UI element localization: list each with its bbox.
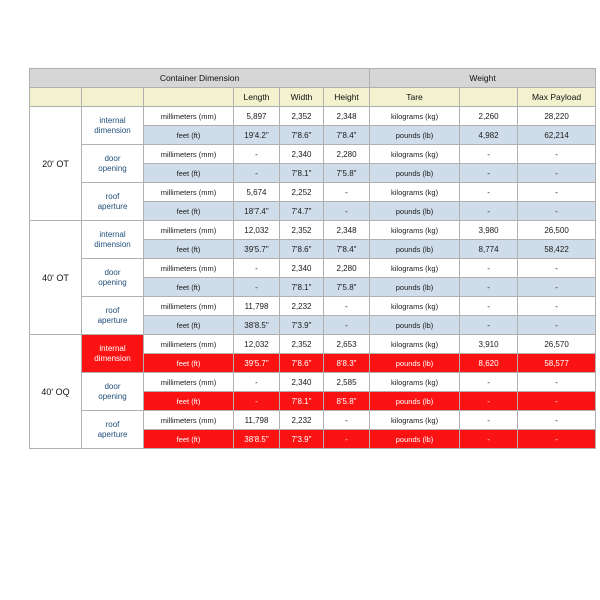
unit-weight: kilograms (kg) xyxy=(370,221,460,240)
value-length: 39'5.7" xyxy=(234,354,280,373)
unit-weight: pounds (lb) xyxy=(370,202,460,221)
unit-dimension: feet (ft) xyxy=(144,316,234,335)
value-length: - xyxy=(234,373,280,392)
table-head xyxy=(30,69,596,107)
value-length: - xyxy=(234,164,280,183)
value-height: - xyxy=(324,316,370,335)
value-tare: - xyxy=(460,373,518,392)
section-label: roof aperture xyxy=(82,411,144,449)
table-row xyxy=(30,259,596,278)
value-max-payload: - xyxy=(518,259,596,278)
value-tare: - xyxy=(460,183,518,202)
unit-dimension: millimeters (mm) xyxy=(144,297,234,316)
value-max-payload: - xyxy=(518,430,596,449)
unit-weight: pounds (lb) xyxy=(370,430,460,449)
container-spec-table xyxy=(29,68,596,449)
value-tare: - xyxy=(460,392,518,411)
value-length: - xyxy=(234,278,280,297)
value-length: 5,897 xyxy=(234,107,280,126)
value-tare: - xyxy=(460,316,518,335)
value-length: 5,674 xyxy=(234,183,280,202)
value-height: 7'8.4" xyxy=(324,240,370,259)
value-length: 18'7.4" xyxy=(234,202,280,221)
value-tare: - xyxy=(460,164,518,183)
value-height: - xyxy=(324,297,370,316)
value-height: 2,348 xyxy=(324,221,370,240)
unit-weight: kilograms (kg) xyxy=(370,297,460,316)
value-length: 12,032 xyxy=(234,335,280,354)
value-max-payload: - xyxy=(518,411,596,430)
header-container-dimension: Container Dimension xyxy=(30,69,370,88)
value-tare: - xyxy=(460,259,518,278)
unit-weight: kilograms (kg) xyxy=(370,259,460,278)
value-height: 7'5.8" xyxy=(324,278,370,297)
value-length: - xyxy=(234,259,280,278)
section-label: internal dimension xyxy=(82,221,144,259)
value-width: 2,352 xyxy=(280,107,324,126)
unit-dimension: feet (ft) xyxy=(144,202,234,221)
value-width: 7'8.6" xyxy=(280,240,324,259)
unit-weight: pounds (lb) xyxy=(370,354,460,373)
header-blank-section xyxy=(82,88,144,107)
value-width: 7'8.1" xyxy=(280,392,324,411)
unit-weight: kilograms (kg) xyxy=(370,373,460,392)
value-height: - xyxy=(324,183,370,202)
value-tare: - xyxy=(460,202,518,221)
value-tare: 8,774 xyxy=(460,240,518,259)
table-row xyxy=(30,373,596,392)
value-tare: 4,982 xyxy=(460,126,518,145)
header-height: Height xyxy=(324,88,370,107)
unit-dimension: millimeters (mm) xyxy=(144,183,234,202)
value-tare: 3,910 xyxy=(460,335,518,354)
value-max-payload: 58,577 xyxy=(518,354,596,373)
header-sub-row xyxy=(30,88,596,107)
value-length: 11,798 xyxy=(234,297,280,316)
unit-weight: pounds (lb) xyxy=(370,126,460,145)
header-blank-unit xyxy=(144,88,234,107)
unit-weight: pounds (lb) xyxy=(370,240,460,259)
section-label: door opening xyxy=(82,373,144,411)
value-max-payload: - xyxy=(518,164,596,183)
unit-dimension: feet (ft) xyxy=(144,240,234,259)
unit-dimension: millimeters (mm) xyxy=(144,145,234,164)
value-height: 8'8.3" xyxy=(324,354,370,373)
value-tare: 3,980 xyxy=(460,221,518,240)
unit-weight: kilograms (kg) xyxy=(370,107,460,126)
unit-dimension: feet (ft) xyxy=(144,354,234,373)
unit-weight: pounds (lb) xyxy=(370,278,460,297)
section-label: internal dimension xyxy=(82,107,144,145)
unit-weight: pounds (lb) xyxy=(370,164,460,183)
section-label: internal dimension xyxy=(82,335,144,373)
value-width: 7'4.7" xyxy=(280,202,324,221)
value-width: 7'3.9" xyxy=(280,430,324,449)
header-blank-tare-value xyxy=(460,88,518,107)
value-max-payload: - xyxy=(518,278,596,297)
value-width: 2,232 xyxy=(280,297,324,316)
header-length: Length xyxy=(234,88,280,107)
section-label: roof aperture xyxy=(82,297,144,335)
section-label: roof aperture xyxy=(82,183,144,221)
value-height: - xyxy=(324,430,370,449)
value-max-payload: 26,570 xyxy=(518,335,596,354)
value-height: 7'5.8" xyxy=(324,164,370,183)
value-height: 2,585 xyxy=(324,373,370,392)
value-height: 2,280 xyxy=(324,145,370,164)
unit-dimension: feet (ft) xyxy=(144,126,234,145)
value-width: 2,340 xyxy=(280,373,324,392)
value-height: 8'5.8" xyxy=(324,392,370,411)
table-row xyxy=(30,145,596,164)
value-length: - xyxy=(234,392,280,411)
value-max-payload: - xyxy=(518,316,596,335)
table-row xyxy=(30,411,596,430)
unit-weight: pounds (lb) xyxy=(370,316,460,335)
unit-dimension: millimeters (mm) xyxy=(144,221,234,240)
value-height: 2,280 xyxy=(324,259,370,278)
value-tare: 8,620 xyxy=(460,354,518,373)
value-max-payload: - xyxy=(518,202,596,221)
value-max-payload: 28,220 xyxy=(518,107,596,126)
unit-weight: kilograms (kg) xyxy=(370,335,460,354)
unit-dimension: feet (ft) xyxy=(144,392,234,411)
value-height: 2,348 xyxy=(324,107,370,126)
value-length: 11,798 xyxy=(234,411,280,430)
value-max-payload: - xyxy=(518,373,596,392)
header-weight: Weight xyxy=(370,69,596,88)
category-label: 40' OT xyxy=(30,221,82,335)
section-label: door opening xyxy=(82,259,144,297)
value-width: 7'8.1" xyxy=(280,164,324,183)
value-length: 12,032 xyxy=(234,221,280,240)
value-width: 7'3.9" xyxy=(280,316,324,335)
unit-dimension: feet (ft) xyxy=(144,164,234,183)
value-length: 38'8.5" xyxy=(234,430,280,449)
header-width: Width xyxy=(280,88,324,107)
section-label: door opening xyxy=(82,145,144,183)
table-row xyxy=(30,297,596,316)
value-max-payload: - xyxy=(518,297,596,316)
unit-weight: pounds (lb) xyxy=(370,392,460,411)
value-tare: - xyxy=(460,278,518,297)
header-blank-category xyxy=(30,88,82,107)
unit-dimension: feet (ft) xyxy=(144,278,234,297)
value-max-payload: 58,422 xyxy=(518,240,596,259)
table-row xyxy=(30,221,596,240)
value-tare: 2,260 xyxy=(460,107,518,126)
value-width: 2,352 xyxy=(280,335,324,354)
value-max-payload: 26,500 xyxy=(518,221,596,240)
value-tare: - xyxy=(460,430,518,449)
unit-dimension: millimeters (mm) xyxy=(144,107,234,126)
category-label: 40' OQ xyxy=(30,335,82,449)
value-tare: - xyxy=(460,145,518,164)
unit-dimension: millimeters (mm) xyxy=(144,411,234,430)
unit-dimension: millimeters (mm) xyxy=(144,259,234,278)
unit-weight: kilograms (kg) xyxy=(370,183,460,202)
table-row xyxy=(30,107,596,126)
value-width: 2,340 xyxy=(280,259,324,278)
value-length: 19'4.2" xyxy=(234,126,280,145)
value-width: 7'8.6" xyxy=(280,126,324,145)
value-width: 2,340 xyxy=(280,145,324,164)
value-tare: - xyxy=(460,297,518,316)
unit-weight: kilograms (kg) xyxy=(370,145,460,164)
unit-dimension: millimeters (mm) xyxy=(144,335,234,354)
value-length: - xyxy=(234,145,280,164)
value-height: 2,653 xyxy=(324,335,370,354)
value-max-payload: - xyxy=(518,145,596,164)
value-max-payload: - xyxy=(518,183,596,202)
category-label: 20' OT xyxy=(30,107,82,221)
value-width: 2,352 xyxy=(280,221,324,240)
value-width: 7'8.6" xyxy=(280,354,324,373)
unit-dimension: millimeters (mm) xyxy=(144,373,234,392)
unit-dimension: feet (ft) xyxy=(144,430,234,449)
header-max-payload: Max Payload xyxy=(518,88,596,107)
value-height: - xyxy=(324,411,370,430)
value-max-payload: 62,214 xyxy=(518,126,596,145)
table-row xyxy=(30,335,596,354)
value-width: 2,252 xyxy=(280,183,324,202)
header-tare: Tare xyxy=(370,88,460,107)
value-max-payload: - xyxy=(518,392,596,411)
value-length: 39'5.7" xyxy=(234,240,280,259)
value-tare: - xyxy=(460,411,518,430)
value-width: 2,232 xyxy=(280,411,324,430)
value-height: 7'8.4" xyxy=(324,126,370,145)
table-body xyxy=(30,107,596,449)
value-width: 7'8.1" xyxy=(280,278,324,297)
table-row xyxy=(30,183,596,202)
unit-weight: kilograms (kg) xyxy=(370,411,460,430)
value-height: - xyxy=(324,202,370,221)
value-length: 38'8.5" xyxy=(234,316,280,335)
header-group-row xyxy=(30,69,596,88)
